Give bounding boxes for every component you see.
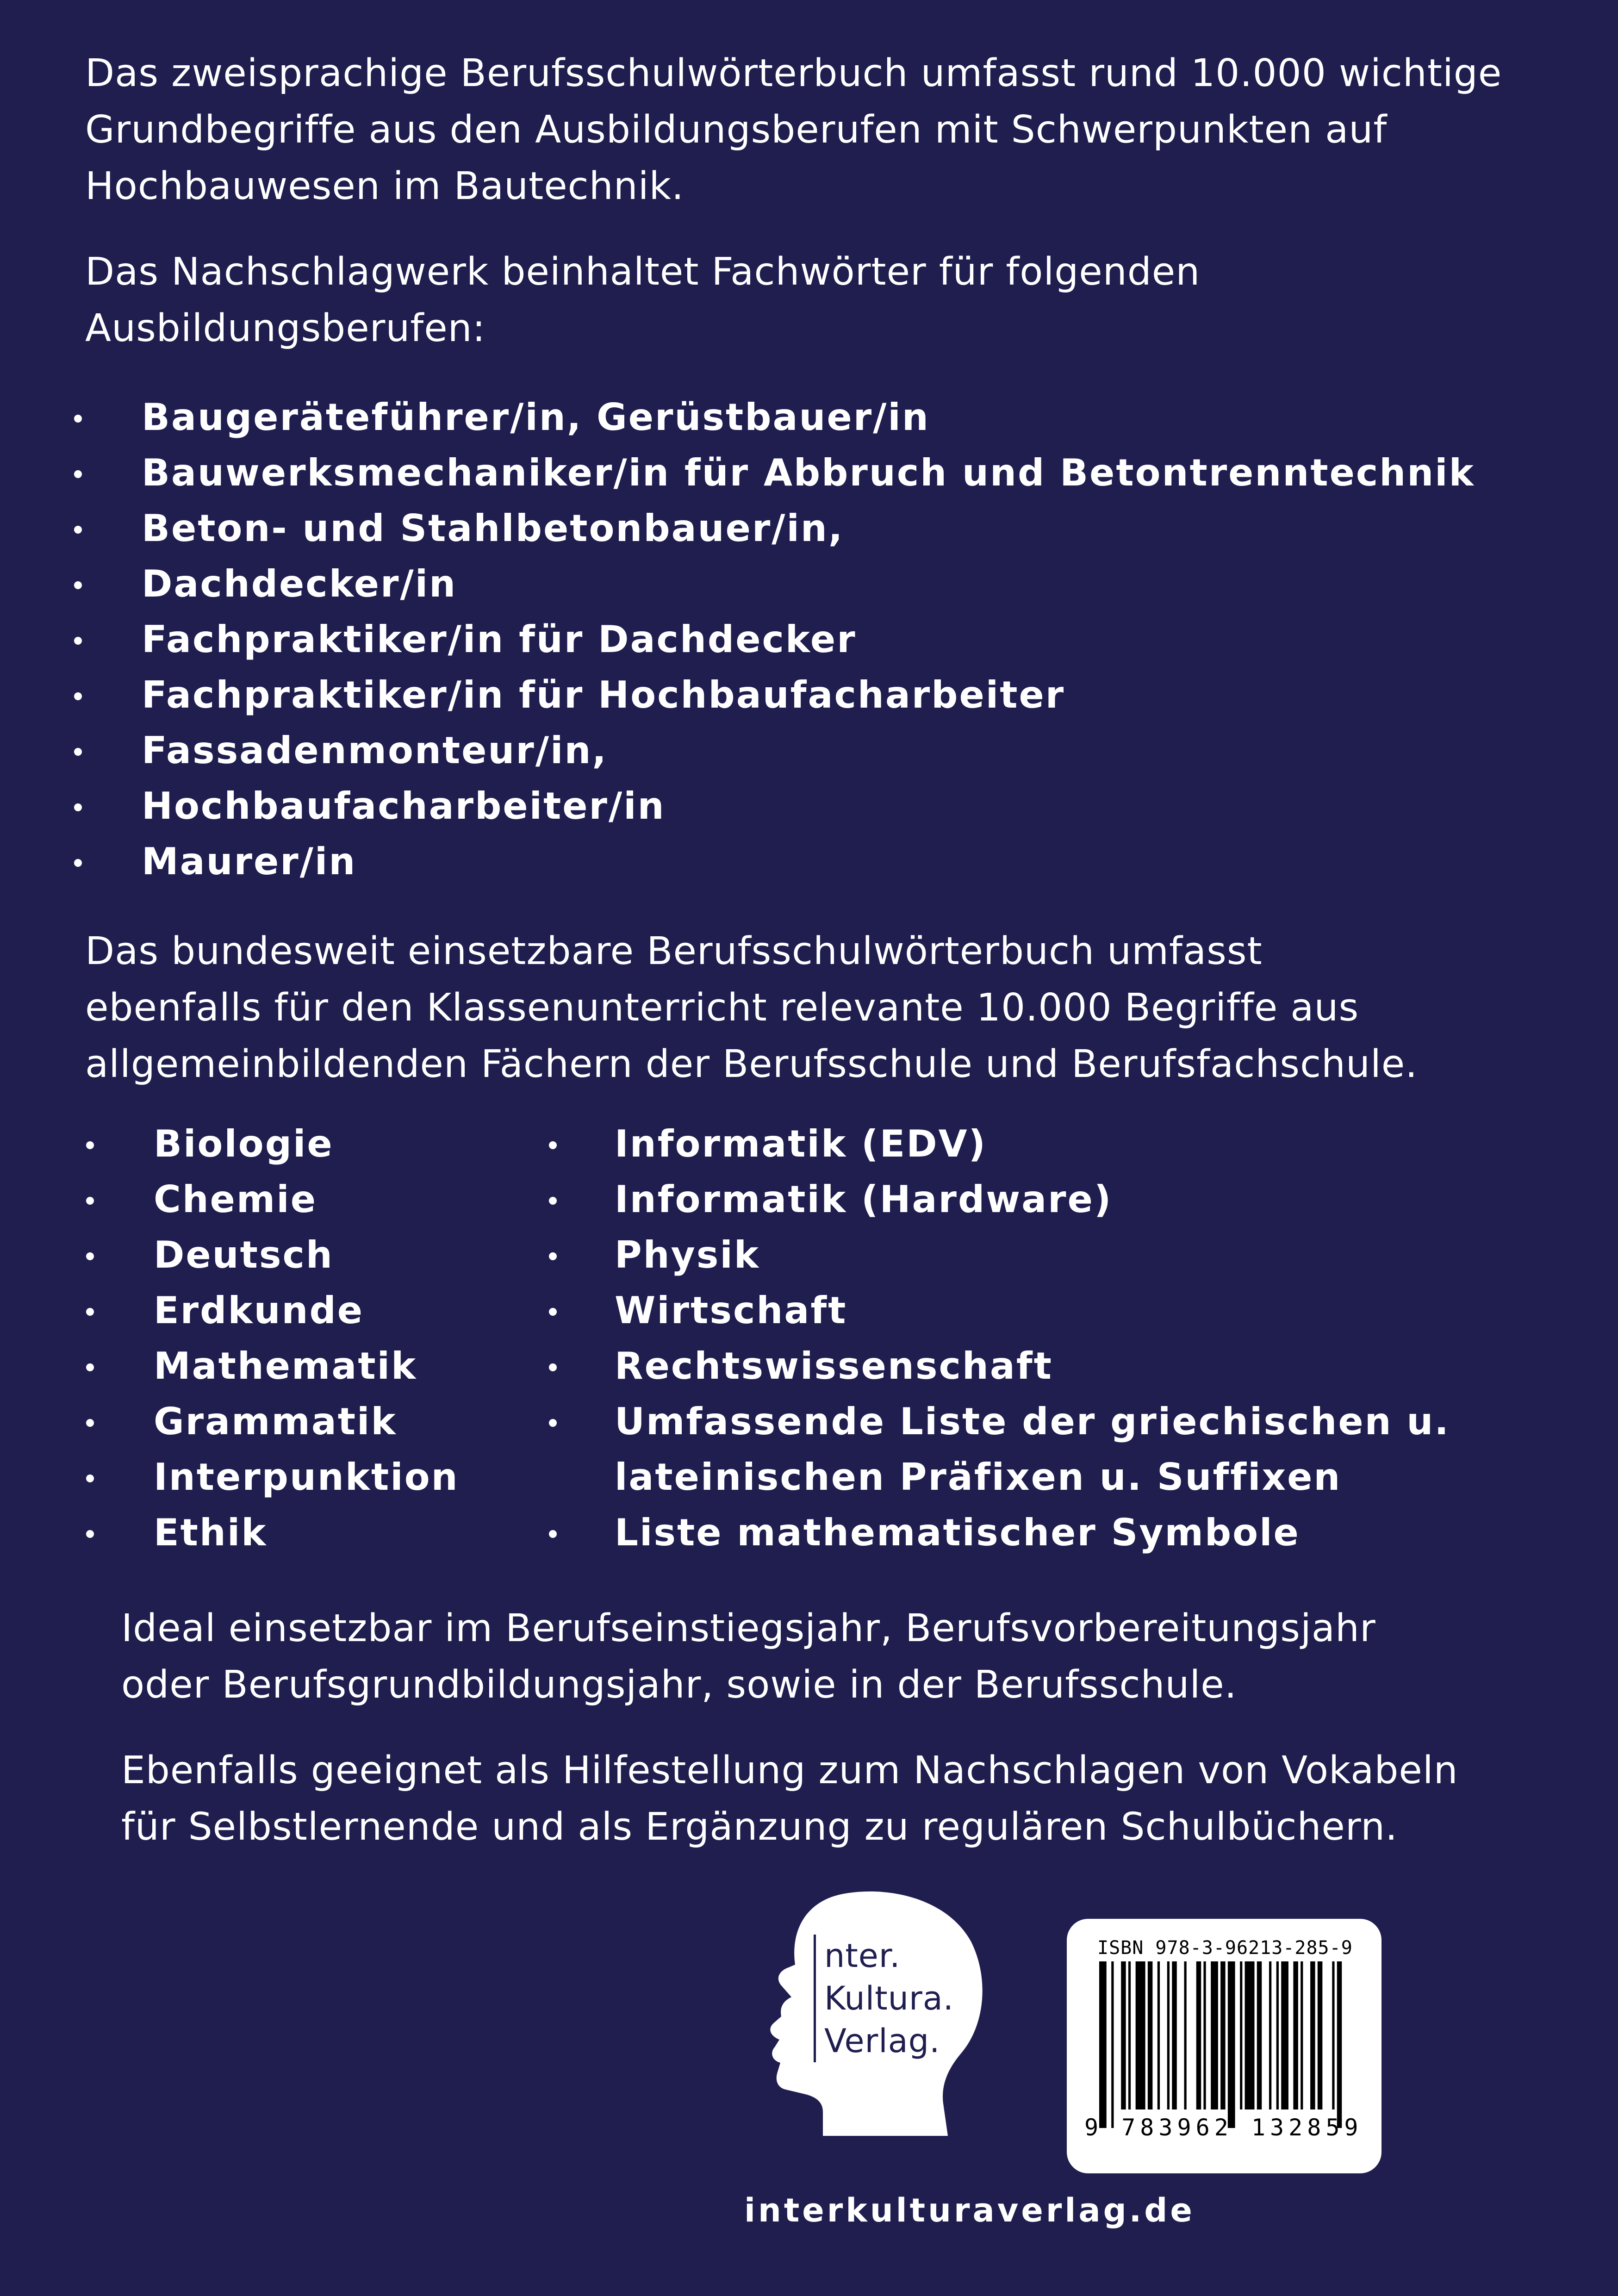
- barcode-bar: [1148, 1961, 1152, 2109]
- list-item: Mathematik: [81, 1338, 459, 1394]
- barcode-bar: [1167, 1961, 1170, 2109]
- list-item: Wirtschaft: [544, 1283, 1450, 1338]
- list-item: Fachpraktiker/in für Hochbaufacharbeiter: [69, 667, 1475, 723]
- barcode-bar: [1293, 1961, 1298, 2109]
- list-item: lateinischen Präfixen u. Suffixen: [615, 1456, 1342, 1499]
- bullet-icon: [86, 1141, 94, 1149]
- list-item: Dachdecker/in: [69, 556, 1475, 612]
- bullet-icon: [549, 1419, 557, 1427]
- subject-list-right: [544, 1116, 1450, 1561]
- barcode-bar: [1240, 1961, 1242, 2109]
- list-item: Hochbaufacharbeiter/in: [69, 778, 1475, 834]
- list-item: Umfassende Liste der griechischen u.: [544, 1394, 1450, 1450]
- list-item: Maurer/in: [69, 834, 1475, 890]
- barcode-bar: [1245, 1961, 1255, 2109]
- bullet-icon: [74, 803, 82, 811]
- list-item: Chemie: [81, 1172, 459, 1227]
- intro-line: Hochbauwesen im Bautechnik.: [85, 164, 685, 208]
- barcode-bar: [1310, 1961, 1315, 2109]
- bullet-icon: [86, 1363, 94, 1371]
- bullet-icon: [549, 1363, 557, 1371]
- ideal-line: Ideal einsetzbar im Berufseinstiegsjahr, Berufsvorbereitungsjahr: [121, 1606, 1376, 1650]
- barcode-bar: [1128, 1961, 1131, 2109]
- list-item: Grammatik: [81, 1394, 459, 1450]
- profession-list: [69, 390, 1475, 890]
- bullet-icon: [549, 1141, 557, 1149]
- ideal-paragraph: [121, 1600, 1376, 1713]
- barcode-bar: [1157, 1961, 1160, 2109]
- bullet-icon: [74, 692, 82, 700]
- also-line: Ebenfalls geeignet als Hilfestellung zum Nachschlagen von Vokabeln: [121, 1748, 1458, 1792]
- barcode-bar: [1318, 1961, 1322, 2109]
- list-item: Liste mathematischer Symbole: [544, 1505, 1450, 1561]
- bullet-icon: [74, 581, 82, 589]
- bullet-icon: [74, 859, 82, 867]
- also-line: für Selbstlernende und als Ergänzung zu regulären Schulbüchern.: [121, 1805, 1398, 1849]
- reference-line: Das Nachschlagwerk beinhaltet Fachwörter für folgenden: [85, 250, 1201, 294]
- bullet-icon: [549, 1308, 557, 1316]
- bullet-icon: [74, 470, 82, 478]
- bullet-icon: [86, 1197, 94, 1205]
- nationwide-line: Das bundesweit einsetzbare Berufsschulwörterbuch umfasst: [85, 929, 1263, 973]
- barcode-bar: [1196, 1961, 1201, 2109]
- barcode-bar: [1276, 1961, 1279, 2109]
- barcode-bar: [1184, 1961, 1186, 2109]
- bullet-icon: [74, 415, 82, 423]
- ideal-line: oder Berufsgrundbildungsjahr, sowie in der Berufsschule.: [121, 1663, 1237, 1707]
- bullet-icon: [549, 1530, 557, 1538]
- barcode-bar: [1337, 1961, 1342, 2128]
- publisher-logo-text: nter. Kultura. Verlag.: [814, 1935, 954, 2062]
- bullet-icon: [86, 1419, 94, 1427]
- barcode-bar: [1332, 1961, 1334, 2109]
- list-item: Ethik: [81, 1505, 459, 1561]
- barcode-bar: [1099, 1961, 1107, 2128]
- intro-line: Grundbegriffe aus den Ausbildungsberufen mit Schwerpunkten auf: [85, 108, 1388, 152]
- barcode-bar: [1211, 1961, 1218, 2109]
- reference-paragraph: [85, 244, 1200, 357]
- barcode-bar: [1136, 1961, 1145, 2109]
- barcode-bar: [1269, 1961, 1271, 2109]
- also-paragraph: [121, 1742, 1458, 1855]
- intro-line: Das zweisprachige Berufsschulwörterbuch umfasst rund 10.000 wichtige: [85, 51, 1502, 95]
- nationwide-paragraph: [85, 923, 1418, 1093]
- isbn-label: ISBN 978-3-96213-285-9: [1097, 1937, 1353, 1959]
- isbn-barcode: [1067, 1919, 1382, 2173]
- reference-line: Ausbildungsberufen:: [85, 306, 486, 350]
- barcode-bar: [1228, 1961, 1235, 2128]
- barcode-bar: [1203, 1961, 1206, 2109]
- list-item: Interpunktion: [81, 1450, 459, 1505]
- barcode-bar: [1220, 1961, 1225, 2109]
- bullet-icon: [86, 1530, 94, 1538]
- barcode-icon: [1099, 1961, 1349, 2128]
- barcode-bar: [1257, 1961, 1262, 2109]
- bullet-icon: [74, 526, 82, 534]
- intro-paragraph: [85, 45, 1502, 215]
- bullet-icon: [86, 1475, 94, 1482]
- list-item: Beton- und Stahlbetonbauer/in,: [69, 501, 1475, 556]
- list-item: Baugeräteführer/in, Gerüstbauer/in: [69, 390, 1475, 445]
- list-item: Fassadenmonteur/in,: [69, 723, 1475, 778]
- list-item: Informatik (Hardware): [544, 1172, 1450, 1227]
- list-item: Biologie: [81, 1116, 459, 1172]
- bullet-icon: [86, 1308, 94, 1316]
- nationwide-line: ebenfalls für den Klassenunterricht relevante 10.000 Begriffe aus: [85, 986, 1359, 1030]
- barcode-bar: [1301, 1961, 1303, 2109]
- list-item: Bauwerksmechaniker/in für Abbruch und Betontrenntechnik: [69, 445, 1475, 501]
- ean-number: 9 783962 132859: [1084, 2114, 1363, 2141]
- list-item: Deutsch: [81, 1227, 459, 1283]
- list-item: Rechtswissenschaft: [544, 1338, 1450, 1394]
- bullet-icon: [74, 748, 82, 756]
- nationwide-line: allgemeinbildenden Fächern der Berufsschule und Berufsfachschule.: [85, 1042, 1418, 1086]
- barcode-bar: [1121, 1961, 1126, 2109]
- list-item: Physik: [544, 1227, 1450, 1283]
- barcode-bar: [1172, 1961, 1176, 2109]
- barcode-bar: [1111, 1961, 1114, 2128]
- bullet-icon: [74, 637, 82, 645]
- list-item: Erdkunde: [81, 1283, 459, 1338]
- website-url: interkulturaverlag.de: [744, 2191, 1195, 2229]
- list-item: Fachpraktiker/in für Dachdecker: [69, 612, 1475, 667]
- bullet-icon: [549, 1197, 557, 1205]
- subject-list-left: [81, 1116, 459, 1561]
- bullet-icon: [86, 1252, 94, 1260]
- bullet-icon: [549, 1252, 557, 1260]
- barcode-bar: [1281, 1961, 1288, 2109]
- list-item: Informatik (EDV): [544, 1116, 1450, 1172]
